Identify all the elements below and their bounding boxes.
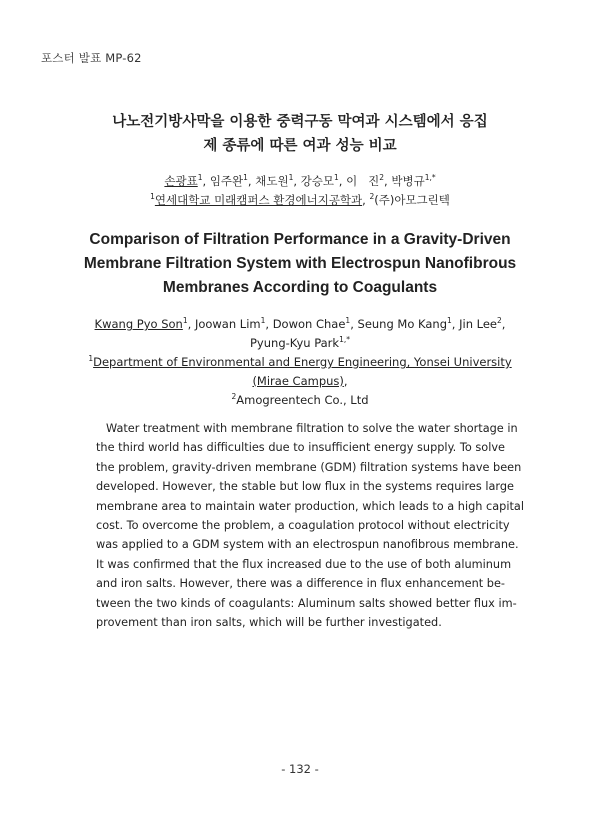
- abstract-line: was applied to a GDM system with an electrospun nanofibrous membrane.: [96, 538, 519, 552]
- abstract-line: tween the two kinds of coagulants: Aluminum salts showed better flux im-: [96, 596, 517, 610]
- author-sup: 2: [379, 173, 385, 183]
- english-author-list-cont: [0, 334, 600, 353]
- abstract-line: cost. To overcome the problem, a coagulation protocol without electricity: [96, 519, 510, 533]
- korean-author-list: 손광표$^1$, 임주완$^1$, 채도원$^1$, 강승모$^1$, 이 진$^2$, 박병규$^{1,*}$: [164, 173, 436, 188]
- author-sup: 1: [260, 316, 266, 326]
- author-sup: 1: [197, 173, 203, 183]
- english-author-block: [0, 315, 600, 410]
- author-sup: 1: [333, 173, 339, 183]
- abstract-line: membrane area to maintain water production, which leads to a high capital: [96, 499, 524, 513]
- korean-title-line: 제 종류에 따른 여과 성능 비교: [203, 138, 397, 154]
- author-sup: 1,*: [339, 335, 350, 345]
- english-affiliation-line: Amogreentech Co., Ltd: [236, 393, 369, 407]
- korean-author-block: [0, 172, 600, 210]
- korean-author-name: 채도원: [255, 174, 289, 188]
- english-affiliation-line: Department of Environmental and Energy Engineering, Yonsei University: [93, 355, 512, 369]
- author-sup: 1,*: [424, 173, 436, 183]
- page-number: - 132 -: [281, 762, 319, 776]
- english-title-line: Membrane Filtration System with Electrospun Nanofibrous: [83, 255, 517, 272]
- korean-author-name: 이 진: [346, 174, 380, 188]
- english-affiliation-1-cont: (Mirae Campus),: [252, 374, 348, 388]
- abstract-line: the third world has difficulties due to insufficient energy supply. To solve: [96, 441, 505, 455]
- author-sup: 1: [182, 316, 188, 326]
- korean-author-name: 손광표: [164, 174, 198, 188]
- english-title-line: Comparison of Filtration Performance in a Gravity-Driven: [89, 231, 511, 248]
- english-author-name: Pyung-Kyu Park: [250, 336, 340, 350]
- affiliation-sup: 2: [369, 192, 375, 202]
- english-author-name: Joowan Lim: [194, 317, 261, 331]
- korean-affiliation: 연세대학교 미래캠퍼스 환경에너지공학과: [154, 193, 363, 207]
- korean-title-line: 나노전기방사막을 이용한 중력구동 막여과 시스템에서 응집: [112, 114, 488, 130]
- author-sup: 1: [243, 173, 248, 183]
- korean-author-name: 강승모: [300, 174, 334, 188]
- korean-author-name: 박병규: [391, 174, 425, 188]
- abstract-line: It was confirmed that the flux increased due to the use of both aluminum: [96, 557, 512, 571]
- english-author-name: Jin Lee: [459, 317, 497, 331]
- korean-title: [0, 110, 600, 158]
- session-tag: 포스터 발표 MP-62: [41, 51, 142, 65]
- abstract-body: [96, 419, 524, 632]
- english-author-list: Kwang Pyo Son$^1$, Joowan Lim$^1$, Dowon Chae$^1$, Seung Mo Kang$^1$, Jin Lee$^2$,: [94, 316, 506, 331]
- abstract-line: Water treatment with membrane filtration to solve the water shortage in: [106, 422, 518, 435]
- affiliation-sup: 1: [88, 354, 94, 364]
- author-sup: 2: [497, 316, 502, 326]
- english-author-name: Seung Mo Kang: [357, 317, 448, 331]
- abstract-line: and iron salts. However, there was a difference in flux enhancement be-: [96, 577, 505, 591]
- abstract-line: developed. However, the stable but low flux in the systems requires large: [96, 480, 514, 494]
- korean-affiliation-list: $^1$연세대학교 미래캠퍼스 환경에너지공학과, $^2$(주)아모그린텍: [150, 192, 450, 207]
- english-title: [0, 228, 600, 300]
- abstract-line: the problem, gravity-driven membrane (GDM) filtration systems have been: [96, 460, 522, 474]
- author-sup: 1: [447, 316, 452, 326]
- affiliation-sup: 2: [231, 392, 237, 402]
- english-affiliation-1: [0, 353, 600, 372]
- english-affiliation-2: [0, 391, 600, 410]
- affiliation-sup: 1: [150, 192, 155, 202]
- korean-affiliation: (주)아모그린텍: [374, 193, 450, 207]
- english-title-line: Membranes According to Coagulants: [162, 279, 438, 296]
- english-author-name: Kwang Pyo Son: [94, 317, 183, 331]
- english-author-name: Dowon Chae: [272, 317, 346, 331]
- author-sup: 1: [345, 316, 351, 326]
- author-sup: 1: [288, 173, 294, 183]
- english-affiliation-line: (Mirae Campus): [252, 374, 344, 388]
- abstract-line: provement than iron salts, which will be further investigated.: [96, 616, 442, 630]
- korean-author-name: 임주완: [209, 174, 244, 188]
